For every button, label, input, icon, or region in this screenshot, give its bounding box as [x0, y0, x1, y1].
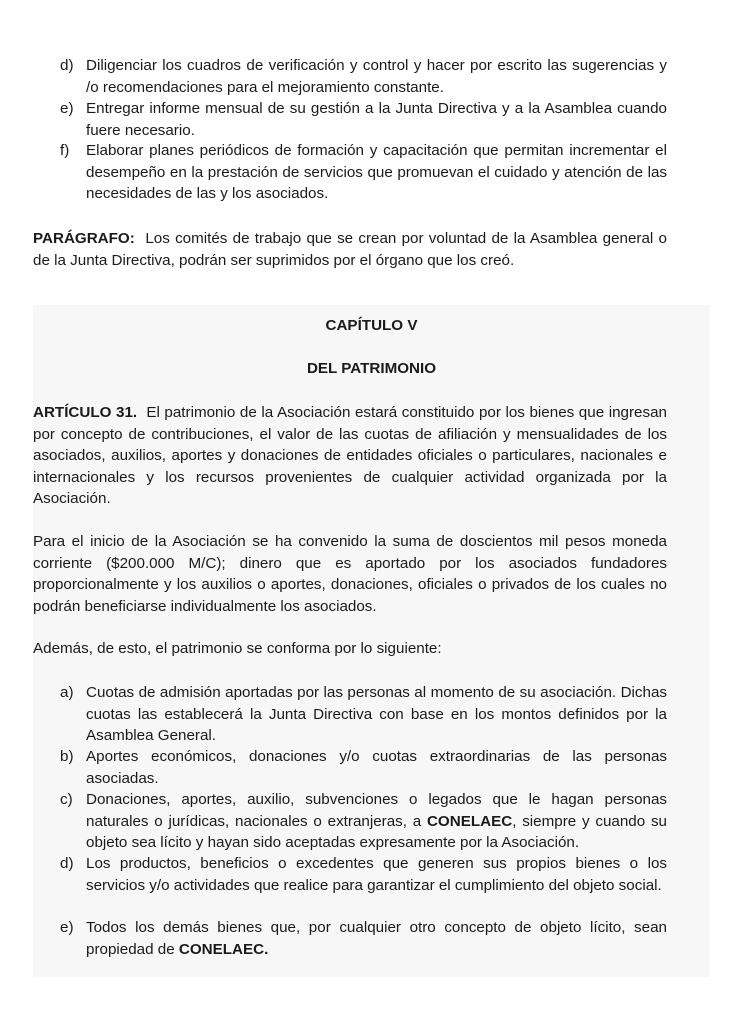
patrimony-intro-paragraph: Además, de esto, el patrimonio se conforma por lo siguiente:: [33, 640, 442, 657]
list-text: Cuotas de admisión aportadas por las personas al momento de su asociación. Dichas cuotas las establecerá la Junta Directiva con base en los montos definidos por la Asamblea General.: [86, 684, 667, 744]
list-item-f: [60, 140, 667, 205]
article-31-paragraph: [33, 402, 667, 510]
list-marker: f): [60, 142, 70, 159]
list-marker: d): [60, 57, 74, 74]
list-marker: e): [60, 100, 74, 117]
article-label: ARTÍCULO 31.: [33, 404, 138, 421]
list-marker: a): [60, 684, 74, 701]
list-text: Entregar informe mensual de su gestión a la Junta Directiva y a la Asamblea cuando fuere necesario.: [86, 100, 667, 139]
list-text: Diligenciar los cuadros de verificación y control y hacer por escrito las sugerencias y /o recomendaciones para el mejoramiento constante.: [86, 57, 667, 96]
patrimony-item-b: [60, 746, 667, 789]
list-text: Donaciones, aportes, auxilio, subvenciones o legados que le hagan personas naturales o jurídicas, nacionales o extranjeras, a CONELAEC, siempre y cuando su objeto sea lícito y hayan sido aceptadas expresamente por la Asociación.: [86, 791, 667, 851]
chapter-subtitle: DEL PATRIMONIO: [306, 360, 437, 377]
list-text: Los productos, beneficios o excedentes que generen sus propios bienes o los servicios y/o actividades que realice para garantizar el cumplimiento del objeto social.: [86, 855, 667, 894]
list-item-d: [60, 55, 667, 98]
initial-capital-paragraph: Para el inicio de la Asociación se ha convenido la suma de doscientos mil pesos moneda corriente ($200.000 M/C); dinero que es aportado por los asociados fundadores proporcionalmente y los auxilios o aportes, donaciones, oficiales o privados de los cuales no podrán beneficiarse individualmente los asociados.: [33, 533, 667, 615]
patrimony-item-e: [60, 917, 667, 960]
list-text: Aportes económicos, donaciones y/o cuotas extraordinarias de las personas asociadas.: [86, 748, 667, 787]
org-name: CONELAEC: [426, 812, 513, 830]
patrimony-item-d: [60, 853, 667, 896]
list-item-e: [60, 98, 667, 141]
list-text: Elaborar planes periódicos de formación y capacitación que permitan incrementar el desempeño en la prestación de servicios que promuevan el cuidado y atención de las necesidades de las y los asociados.: [86, 142, 667, 202]
patrimony-item-c: [60, 789, 667, 854]
org-name: CONELAEC.: [178, 940, 269, 958]
patrimony-item-a: [60, 682, 667, 747]
list-marker: b): [60, 748, 74, 765]
list-text: Todos los demás bienes que, por cualquier otro concepto de objeto lícito, sean propiedad de CONELAEC.: [86, 919, 667, 958]
list-marker: d): [60, 855, 74, 872]
paragrafo-label: PARÁGRAFO:: [33, 230, 135, 247]
chapter-title: CAPÍTULO V: [325, 317, 418, 334]
article-text: El patrimonio de la Asociación estará constituido por los bienes que ingresan por concepto de contribuciones, el valor de las cuotas de afiliación y mensualidades de los asociados, auxilios, aportes y donaciones de entidades oficiales o particulares, nacionales e internacionales y los recursos provenientes de cualquier actividad organizada por la Asociación.: [33, 404, 667, 507]
paragrafo-paragraph: [33, 228, 667, 271]
paragrafo-text: Los comités de trabajo que se crean por voluntad de la Asamblea general o de la Junta Directiva, podrán ser suprimidos por el órgano que los creó.: [33, 230, 667, 269]
list-marker: e): [60, 919, 74, 936]
list-marker: c): [60, 791, 73, 808]
